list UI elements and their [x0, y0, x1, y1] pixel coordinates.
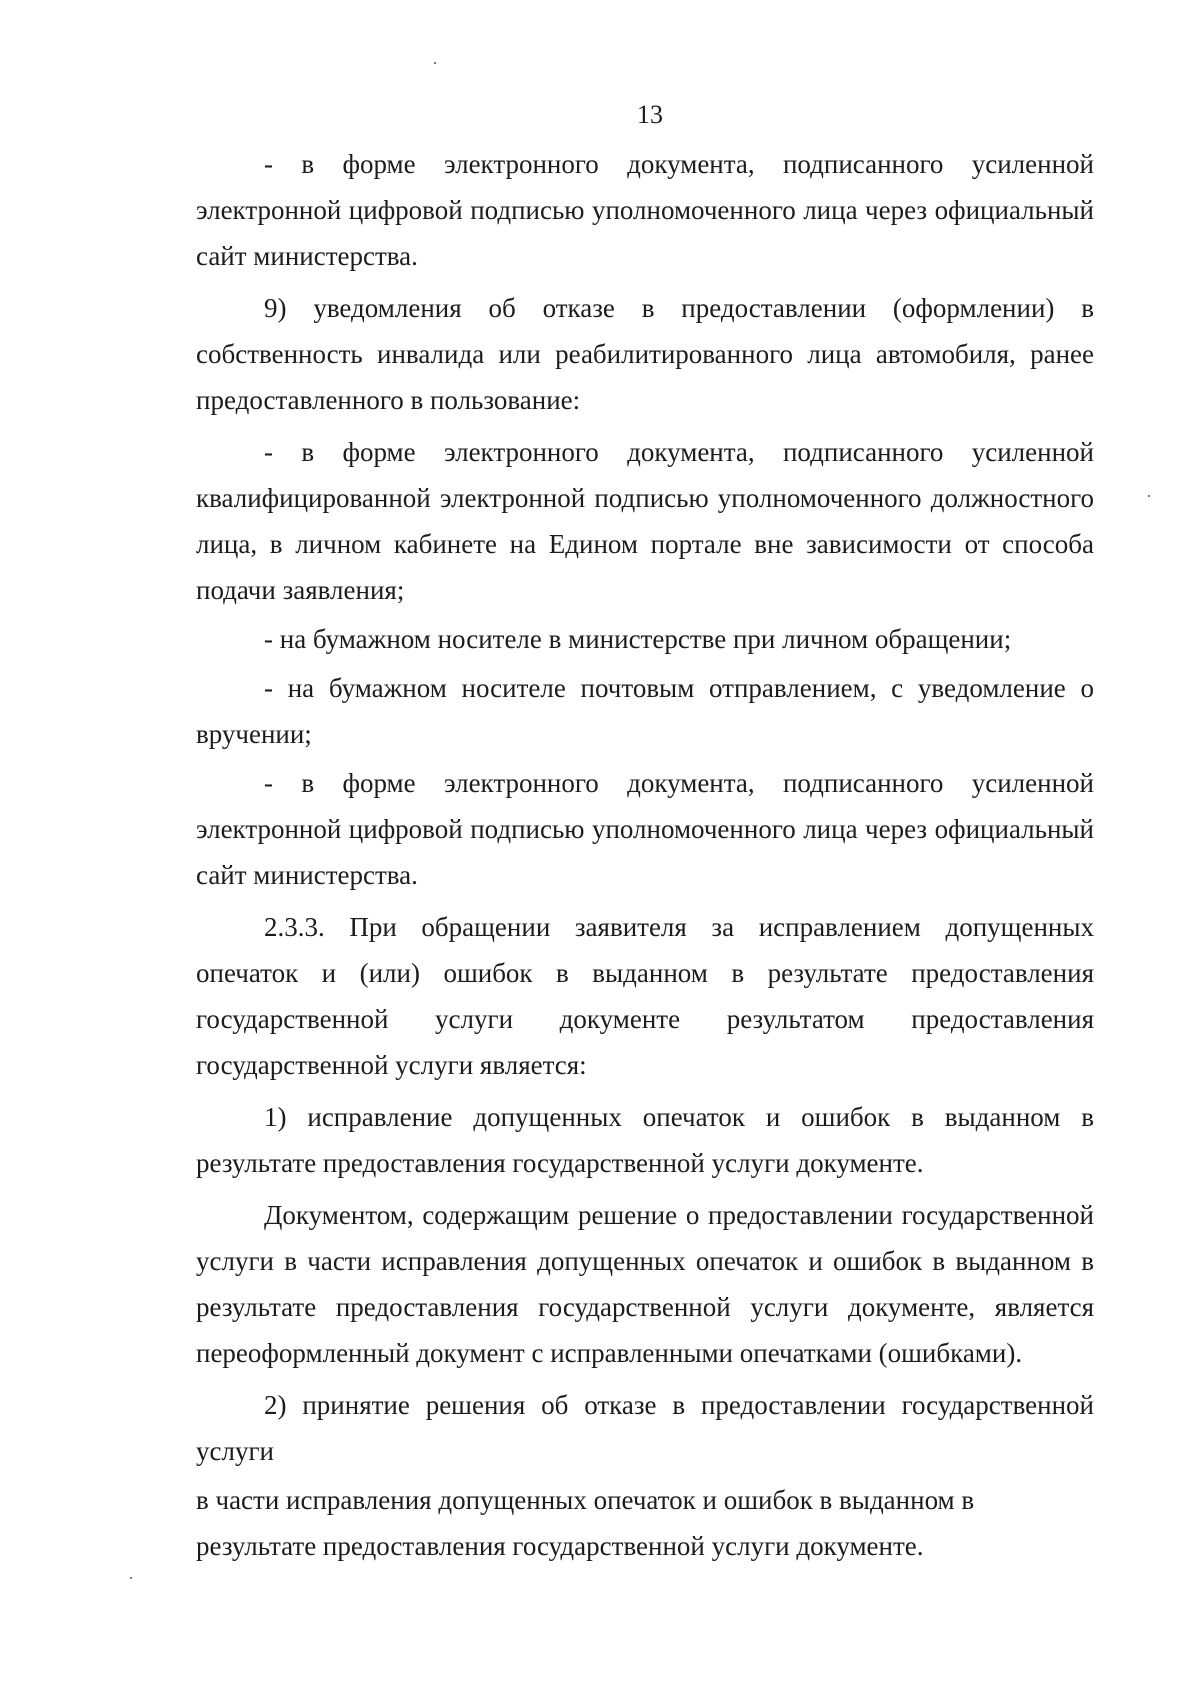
paragraph-item-2-refusal: 2) принятие решения об отказе в предоставлении государственной услуги: [196, 1390, 1094, 1466]
document-body: [196, 141, 1094, 1572]
paragraph-electronic-document-portal: - в форме электронного документа, подписанного усиленной квалифицированной электронной подписью уполномоченного должностного лица, в личном кабинете на Едином портале вне зависимости от способа подачи заявления;: [196, 437, 1094, 605]
paragraph-decision-document: Документом, содержащим решение о предоставлении государственной услуги в части исправления допущенных опечаток и ошибок в выданном в результате предоставления государственной услуги документе, является переоформленный документ с исправленными опечатками (ошибками).: [196, 1200, 1094, 1368]
scan-speck-top: [434, 62, 436, 64]
paragraph-item-2-continuation: в части исправления допущенных опечаток и ошибок в выданном в результате предоставления государственной услуги документе.: [196, 1485, 975, 1561]
scan-speck-right: [1148, 495, 1150, 497]
paragraph-digital-signature-site-1: - в форме электронного документа, подписанного усиленной электронной цифровой подписью уполномоченного лица через официальный сайт министерства.: [196, 149, 1094, 271]
paragraph-item-1-correction: 1) исправление допущенных опечаток и ошибок в выданном в результате предоставления государственной услуги документе.: [196, 1102, 1094, 1178]
scan-speck-bottom-left: [130, 1577, 132, 1579]
paragraph-paper-by-mail: - на бумажном носителе почтовым отправлением, с уведомление о вручении;: [196, 673, 1094, 749]
paragraph-section-2-3-3: 2.3.3. При обращении заявителя за исправлением допущенных опечаток и (или) ошибок в выданном в результате предоставления государственной услуги документе результатом предоставления государственной услуги является:: [196, 912, 1094, 1080]
paragraph-item-9-refusal-notice: 9) уведомления об отказе в предоставлении (оформлении) в собственность инвалида или реабилитированного лица автомобиля, ранее предоставленного в пользование:: [196, 293, 1094, 415]
paragraph-paper-in-person: - на бумажном носителе в министерстве при личном обращении;: [264, 624, 1012, 654]
paragraph-digital-signature-site-2: - в форме электронного документа, подписанного усиленной электронной цифровой подписью уполномоченного лица через официальный сайт министерства.: [196, 768, 1094, 890]
page-number: 13: [637, 100, 663, 129]
